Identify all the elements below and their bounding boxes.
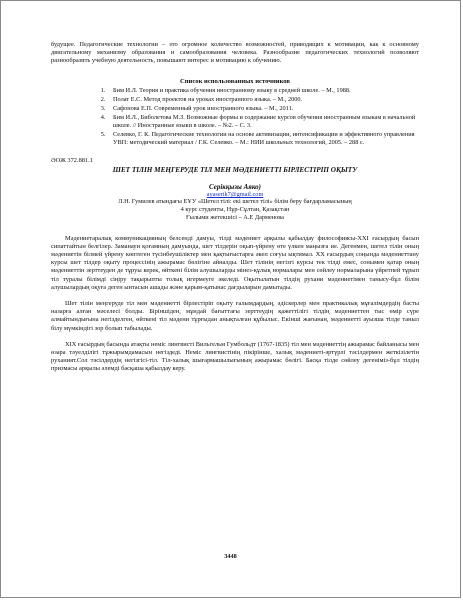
references-list	[51, 87, 419, 148]
author-course: 4 курс студенты, Нұр-Сұлтан, Қазақстан	[180, 206, 290, 214]
reference-item: 3. Сафонова Е.П. Современный урок иностранного языка. – М., 2011.	[107, 105, 419, 113]
reference-item: 1. Бим И.Л. Теория и практика обучения иностранному языку в средней школе. – М., 1988.	[107, 87, 419, 95]
reference-item: 5. Селевко, Г. К. Педагогические технологии на основе активизации, интенсификации и эффективного управления УВП: методический материал / Г.К. Селевко. – М.: НИИ школьных технологий, 2005. – 288 с.	[107, 131, 419, 147]
body-paragraph: Шет тілін меңгеруде тіл мен мәдениетті бірлестіріп оқыту ғалымдардың, әдіскерлер мен практикалық мұғалімдердің басты назарға алған мәселесі болды. Біріншіден, мұндай бағыттағы зерттеудің қажеттілігі тілдің мәдениеттен тыс өмір сүре алмайтындығына негізделген, өйткені тіл мәдени тұрғыдан анықталған құбылыс. Екінші жағынан, мәдениетті ауызша тілде таныл білу мүмкіндігі зор болып табылады.	[51, 299, 419, 332]
author-email-link[interactable]: ayaserik7@gmail.com	[206, 191, 264, 199]
article-title: ШЕТ ТІЛІН МЕҢГЕРУДЕ ТІЛ МЕН МӘДЕНИЕТТІ БІРЛЕСТІРІП ОҚЫТУ	[112, 166, 358, 175]
body-paragraph: Мәдениетаралық коммуникацияның белсенді дамуы, тілді мәдениет арқылы қабылдау философиясы-XXI ғасырдың басын сипаттайтын белгілер. Заманауи қоғамның дамуында, шет тілдерін оқып-үйрену өте үлкен маңызға ие. Дегенмен, шетел тілін оның мәдениетін білмей үйрену көптеген түсінбеушіліктер мен қақтығыстарға әкеп соғуы ықтимал. XX ғасырдың соңында мәдениеттану курсы шет тілдер оқыту процессінің ажырамас бөлігіне айналды. Шет тілінің негізгі курсы тек тілді емес, сонымен қатар оның мәдениеттін зерттеуден де тұруы керек, өйткені білім алушыларды мінез-құлық нормалары мен сөйлеу нормаларына үйретпей тұрып тіл туралы білімді сіңіру тақырыпты толық игермеуге әкеледі. Оқытылатын тілдің рухани мәдениетімен танысу-бұл білім алушылардың оқуға деген ынтасын ашады және қарым-қатынас дағдыларын дамытады.	[51, 234, 419, 291]
references-title: Список использованных источников	[180, 77, 290, 85]
page-content	[51, 41, 419, 374]
udc-code: ӘОЖ 372.881.1	[51, 157, 93, 165]
author-affiliation: Л.Н. Гумилев атындағы ЕҰУ «Шетел тілі: екі шетел тілі» білім беру бағдарламасының	[118, 198, 352, 206]
reference-item: 2. Полат Е.С. Метод проектов на уроках иностранного языка. – М., 2000.	[107, 96, 419, 104]
author-name: Серікқызы Аяко)	[209, 183, 261, 192]
intro-paragraph: будущее. Педагогические технологии – это огромное количество возможностей, приводящих к мотивации, как к основному двигательному механизму образования и самообразования человека. Разнообразие педагогических технологий позволяют разнообразить учебную деятельность, повышают интерес и мотивацию к обучению.	[51, 41, 419, 65]
page-number: 3448	[224, 553, 237, 560]
scientific-supervisor: Ғылыми жетекшісі – А.Е Дарменова	[186, 214, 284, 222]
body-paragraph: XIX ғасырдың басында атақты неміс лингвисті Вильгельм Гумбольдт (1767-1835) тіл мен мәдениеттің ажырамас байланысы мен өзара тәуелділігі тұжырымдамасын негіздеді. Неміс лингвистінің пікірінше, халық мәдениеті-әртүрлі тәсілдермен жеткізілетін руханият.Сол тәсілдердің негізгісі-тіл. Тіл-халық шығармашылығының ажырамас бөлігі. Басқа тілде сөйлеу дегеніміз-бұл тілдің призмасы арқылы әлемді басқаша қабылдау керу.	[51, 340, 419, 373]
reference-item: 4. Бим И.Л., Биболетова М.З. Возможные формы и содержание курсов обучения иностранным языкам в начальной школе. // Иностранные языки в школе. – №2. – С. 3.	[107, 114, 419, 130]
